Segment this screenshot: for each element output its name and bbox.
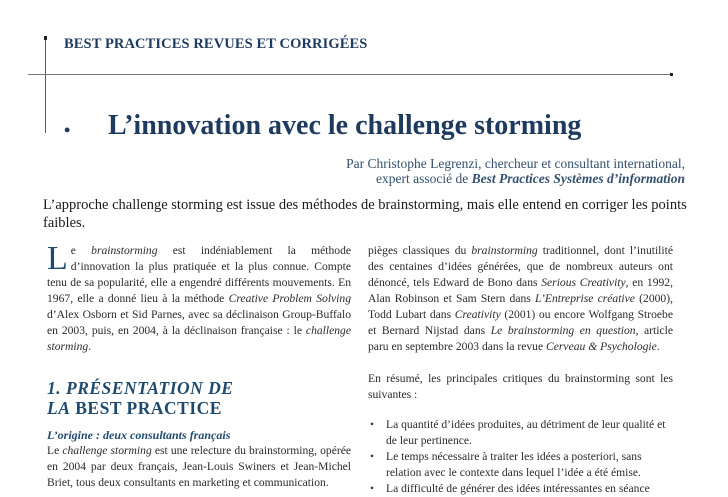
list-item [368,449,673,481]
text-italic: brainstorming [471,244,538,257]
drop-cap: L [47,240,68,277]
text-italic: Le brainstorming en question [490,324,636,337]
vertical-rule [45,36,46,133]
text-italic: L’Entreprise créative [535,292,635,305]
text: (2001) ou encore Wolfgang Stroebe et Bernard Nijstad dans [368,308,674,337]
section-heading-line2: BEST PRACTICE [75,398,222,418]
byline-affiliation [346,171,685,186]
text: Le [47,444,63,457]
text: , article paru en septembre 2003 dans la revue [368,324,674,353]
list-item-text: La difficulté de générer des idées intéressantes en séance [386,482,650,495]
text: d’Alex Osborn et Sid Parnes, avec sa déclinaison Group-Buffalo en 2003, puis, en 2004, à la déclinaison française : le [47,308,351,337]
section-number: 1. [47,378,62,398]
text: . [88,340,92,353]
vertical-rule-cap [44,36,47,40]
horizontal-rule-cap [670,73,673,76]
text: (2000), Todd Lubart dans [368,292,673,321]
text: est une relecture du brainstorming, opérée en 2004 par deux français, Jean-Louis Swiners et Jean-Michel Briet, tous deux consultants en marketing et communication. [47,444,351,489]
byline-author: Par Christophe Legrenzi, chercheur et consultant international, [346,156,685,171]
left-column [47,240,352,491]
list-item-text: La quantité d’idées produites, au détriment de leur qualité et de leur pertinence. [386,418,666,447]
paragraph [47,443,351,491]
subheading: L’origine : deux consultants français [47,428,231,442]
section-header: BEST PRACTICES REVUES ET CORRIGÉES [64,36,368,52]
bullet-icon: • [370,482,375,495]
text-italic: Creative Problem Solving [228,292,351,305]
bullet-icon: • [370,418,375,431]
text: . [656,340,660,353]
text-italic: challenge storming [47,324,351,353]
critique-list [368,417,673,497]
section-heading-article: LA [47,398,71,418]
byline [346,156,685,186]
text-italic: Serious Creativity [541,276,626,289]
text-italic: challenge storming [62,444,152,457]
text-italic: Creativity [454,308,501,321]
paragraph [47,240,352,355]
right-column [368,243,673,497]
paragraph: En résumé, les principales critiques du brainstorming sont les suivantes : [368,372,673,401]
article-intro: L’approche challenge storming est issue des méthodes de brainstorming, mais elle entend en corriger les points faibles. [43,197,687,231]
list-item-text: Le temps nécessaire à traiter les idées a posteriori, sans relation avec le contexte dans lequel l’idée a été émise. [386,450,642,479]
publication-name: Best Practices Systèmes d’information [471,171,685,186]
text: , en 1992, Alan Robinson et Sam Stern dans [368,276,673,305]
bullet-icon: • [370,450,375,463]
article-title: L’innovation avec le challenge storming [108,110,582,141]
text-italic: Cerveau & Psychologie [546,340,657,353]
list-item [368,417,673,449]
text-italic: brainstorming [91,244,158,257]
list-item [368,481,673,497]
horizontal-rule [28,74,671,75]
section-heading [47,378,351,418]
text: traditionnel, dont l’inutilité des centaines d’idées générées, que de nombreux auteurs ont dénoncé, tels Edward de Bono dans [368,244,673,289]
text: pièges classiques du [368,244,472,257]
text: e [70,244,92,257]
byline-prefix: expert associé de [376,171,472,186]
section-heading-line1: PRÉSENTATION DE [66,378,234,398]
paragraph [368,243,673,355]
bullet-icon: • [64,120,71,140]
text: est indéniablement la méthode d’innovation la plus pratiquée et la plus connue. Compte tenu de sa popularité, elle a engendré différents mouvements. En 1967, elle a donné lieu à la méthode [47,244,352,305]
